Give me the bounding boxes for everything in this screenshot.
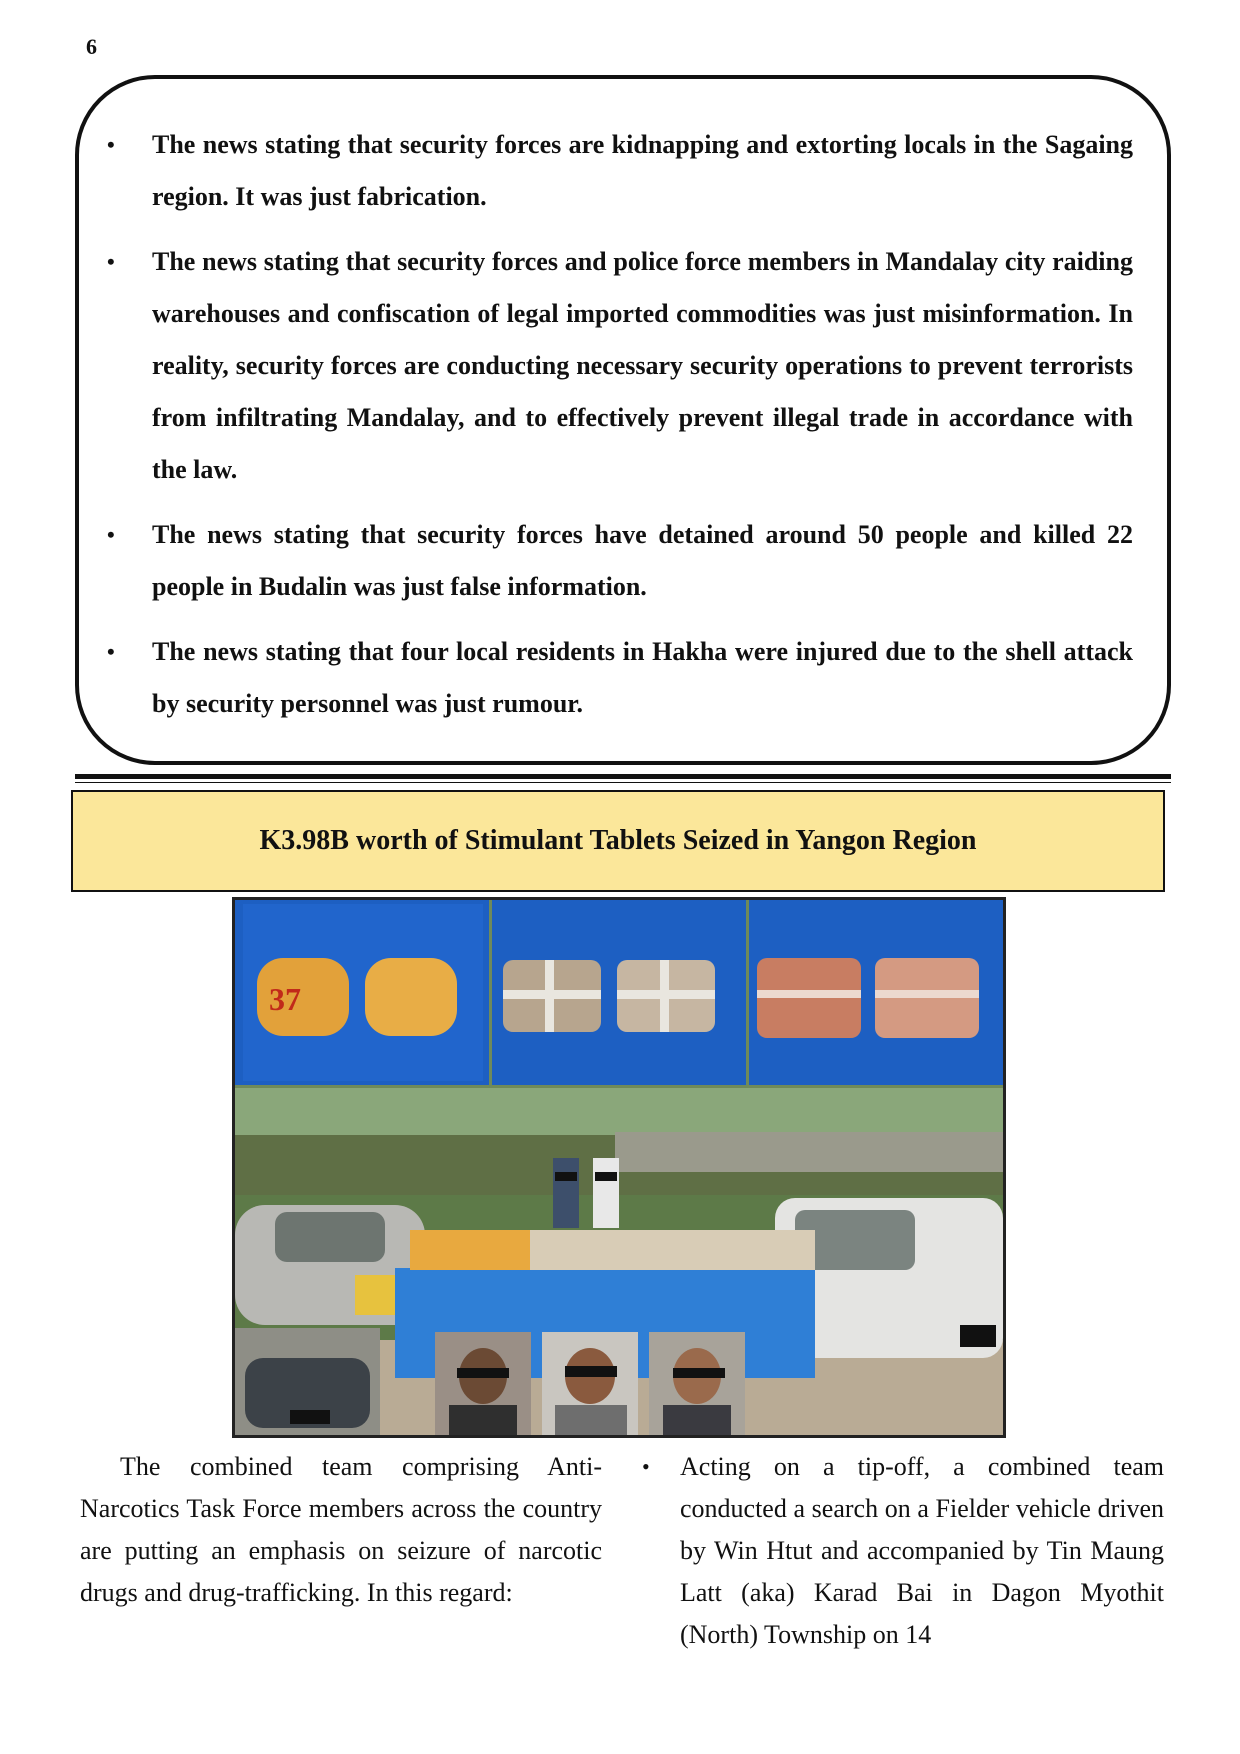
suspect-photo-1 (435, 1332, 531, 1435)
package-photo-2 (492, 900, 746, 1085)
seizure-photo-collage (232, 897, 1006, 1438)
vehicle-inset-photo (235, 1328, 380, 1435)
article-bullet-text: Acting on a tip-off, a combined team conducted a search on a Fielder vehicle driven by Win Htut and accompanied by Tin Maung Latt (aka) Karad Bai in Dagon Myothit (North) Township on 14 (680, 1452, 1164, 1649)
notice-item: • The news stating that security forces are kidnapping and extorting locals in the Sagaing region. It was just fabrication. (79, 119, 1167, 223)
notice-list (79, 119, 1167, 743)
bullet-icon: • (642, 1454, 650, 1479)
bullet-icon: • (107, 132, 115, 157)
article-headline: K3.98B worth of Stimulant Tablets Seized in Yangon Region (259, 825, 977, 856)
package-photo-1 (235, 900, 489, 1085)
suspect-photo-3 (649, 1332, 745, 1435)
bullet-icon: • (107, 249, 115, 274)
page-number: 6 (86, 34, 97, 59)
notice-item: • The news stating that security forces and police force members in Mandalay city raiding warehouses and confiscation of legal imported commodities was just misinformation. In reality, security forces are conducting necessary security operations to prevent terrorists from infiltrating Mandalay, and to effectively prevent illegal trade in accordance with the law. (79, 236, 1167, 496)
article-intro-paragraph: The combined team comprising Anti-Narcotics Task Force members across the country are putting an emphasis on seizure of narcotic drugs and drug-trafficking. In this regard: (80, 1452, 602, 1607)
section-divider-thick (75, 774, 1171, 779)
notice-item: • The news stating that security forces have detained around 50 people and killed 22 people in Budalin was just false information. (79, 509, 1167, 613)
notice-item: • The news stating that four local residents in Hakha were injured due to the shell attack by security personnel was just rumour. (79, 626, 1167, 730)
article-bullet-paragraph (642, 1446, 1164, 1656)
bullet-icon: • (107, 522, 115, 547)
bullet-icon: • (107, 639, 115, 664)
suspect-photo-2 (542, 1332, 638, 1435)
headline-banner (71, 790, 1165, 892)
svg-text:37: 37 (269, 981, 301, 1017)
package-photo-3 (749, 900, 1003, 1085)
notice-box (75, 75, 1171, 765)
section-divider-thin (75, 782, 1171, 783)
